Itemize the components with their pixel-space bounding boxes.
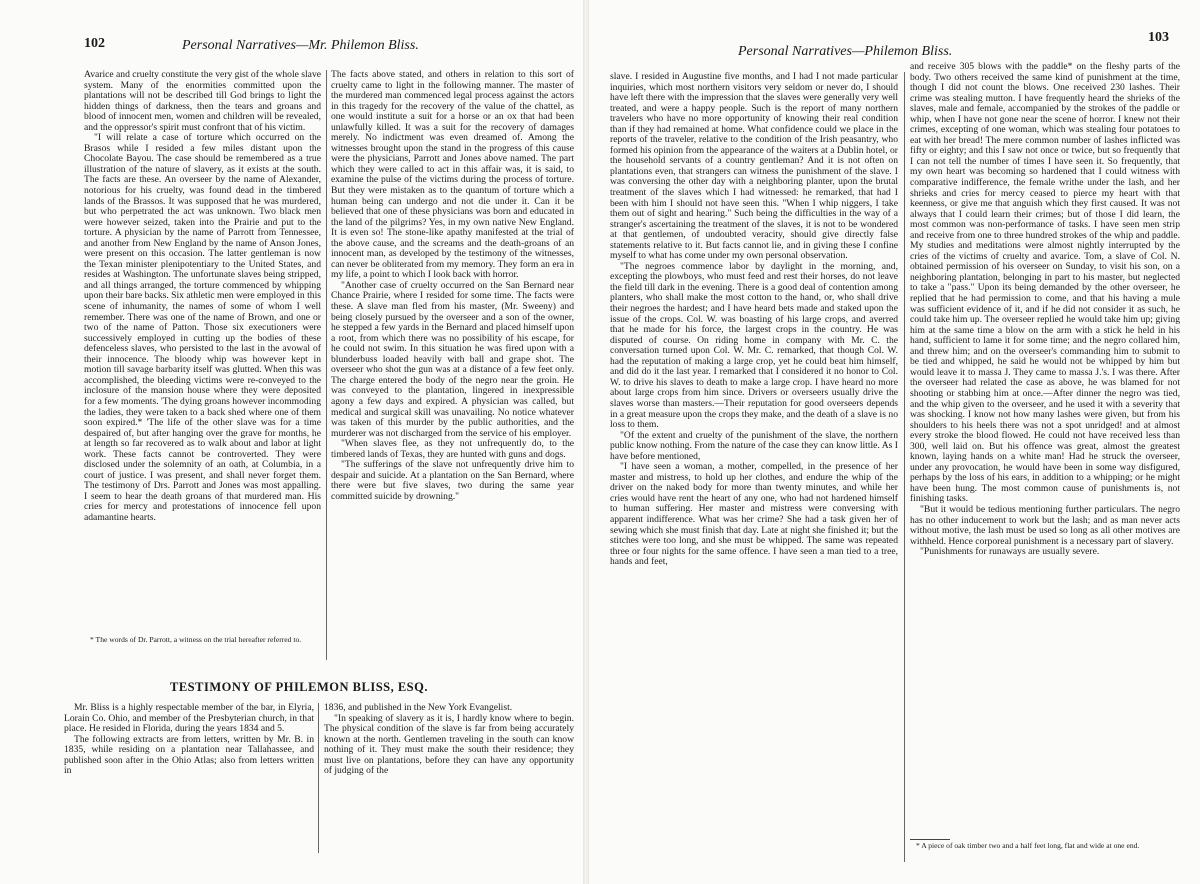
book-gutter [583,0,589,884]
right-column-1 [610,72,898,862]
right-page-number: 103 [1148,30,1169,45]
left-running-title: Personal Narratives—Mr. Philemon Bliss. [182,38,419,53]
left-bottom-column-2 [324,703,574,853]
right-page [590,0,1200,884]
left-page [0,0,582,884]
paragraph: The following extracts are from letters, written by Mr. B. in 1835, while residing on a plantation near Tallahassee, and published soon after in the Ohio Atlas; also from letters written in [64,733,314,777]
footnote-rule [910,839,950,840]
paragraph: "Another case of cruelty occurred on the San Bernard near Chance Prairie, where I resided for some time. The facts were these. A slave man fled from his master, (Mr. Sweeny) and being closely pursued by the overseer and a son of the owner, he stepped a few yards in the Bernard and placed himself upon a root, from which there was no possibility of his escape, for he could not swim. In this situation he was fired upon with a blunderbuss loaded heavily with ball and grape shot. The overseer who shot the gun was at a distance of a few feet only. The charge entered the body of the negro near the groin. He was conveyed to the plantation, lingered in inexpressible agony a few days and expired. A physician was called, but medical and surgical skill was unavailing. No notice whatever was taken of this murder by the public authorities, and the murderer was not discharged from the service of his employer. [331,279,574,439]
section-title: TESTIMONY OF PHILEMON BLISS, ESQ. [170,680,428,694]
right-column-2 [910,62,1180,837]
left-bottom-column-1 [64,703,314,853]
paragraph: "In speaking of slavery as it is, I hardly know where to begin. The physical condition of the slave is far from being accurately known at the north. Gentlemen traveling in the south can know nothing of it. They must make the south their residence; they must live on plantations, before they can have any opportunity of judging of the [324,712,574,777]
paragraph: "The sufferings of the slave not unfrequently drive him to despair and suicide. At a plantation on the San Bernard, where there were but five slaves, two during the same year committed suicide by drowning." [331,459,574,502]
column-rule [318,703,319,853]
paragraph: "The negroes commence labor by daylight in the morning, and, excepting the plowboys, who must feed and rest their horses, do not leave the field till dark in the evening. There is a good deal of contention among planters, who shall make the most cotton to the hand, or, who shall drive their negroes the hardest; and I have heard bets made and staked upon the issue of the crops. Col. W. was boasting of his large crops, and averred that he made for his force, the largest crops in the country. He was disputed of course. On riding home in company with Mr. C. the conversation turned upon Col. W. Mr. C. remarked, that though Col. W. had the reputation of making a large crop, yet he could beat him himself, and did do it the last year. I remarked that I considered it no honor to Col. W. to drive his slaves to death to make a large crop. I have heard no more about large crops from him since. Drivers or overseers usually drive the slaves worse than masters.—Their reputation for good overseers depends in a great measure upon the crops they make, and the death of a slave is no loss to them. [610,260,898,431]
paragraph: and receive 305 blows with the paddle* on the fleshy parts of the body. Two others received the same kind of punishment at the time, though I did not count the blows. One received 230 lashes. Their crime was stealing mutton. I have frequently heard the shrieks of the slaves, male and female, accompanied by the strokes of the paddle or whip, when I have not gone near the scene of horror. I knew not their crimes, excepting of one woman, which was stealing four potatoes to eat with her bread! The mere common number of lashes inflicted was fifty or eighty; and this I saw not once or twice, but so frequently that I can not tell the number of times I have seen it. So frequently, that my own heart was becoming so hardened that I could witness with comparative indifference, the female writhe under the lash, and her shrieks and cries for mercy ceased to pierce my heart with that keenness, or give me that anguish which they first caused. It was not always that I could learn their crimes; but of those I did learn, the most common was non-performance of tasks. I have seen men strip and receive from one to three hundred strokes of the whip and paddle. My studies and meditations were almost nightly interrupted by the cries of the victims of cruelty and avarice. Tom, a slave of Col. N. obtained permission of his overseer on Sunday, to visit his son, on a neighboring plantation, belonging in part to his master, but neglected to take a "pass." Upon its being demanded by the other overseer, he replied that he had permission to come, and that his having a mule was sufficient evidence of it, and if he did not consider it as such, he could take him up. The overseer replied he would take him up; giving him at the same time a blow on the arm with a stick he held in his hand, sufficient to lame it for some time; and the negro collared him, and threw him; and on the overseer's commanding him to submit to be tied and whipped, he said he would not be whipped by him but would leave it to massa J. They came to massa J.'s. I was there. After the overseer had related the case as above, he was blamed for not shooting or stabbing him at once.—After dinner the negro was tied, and the whip given to the overseer, and he used it with a severity that was shocking. I know not how many lashes were given, but from his shoulders to his heels there was not a spot unridged! and at almost every stroke the blood flowed. He could not have received less than 300, well laid on. But his offence was great, almost the greatest known, laying hands on a white man! Had he struck the overseer, under any provocation, he would have been in some way disfigured, perhaps by the loss of his ears, in addition to a whipping; or he might have been hung. The most common cause of punishments is, not finishing tasks. [910,62,1180,505]
paragraph: 1836, and published in the New York Evangelist. [324,703,513,713]
paragraph: "Punishments for runaways are usually severe. [920,546,1100,558]
paragraph: "I will relate a case of torture which occurred on the Brasos while I resided a few miles distant upon the Chocolate Bayou. The case should be remembered as a true illustration of the nature of slavery, as it exists at the south. The facts are these. An overseer by the name of Alexander, notorious for his cruelty, was found dead in the timbered lands of the Brassos. It was supposed that he was murdered, but who perpetrated the act was unknown. Two black men were however seized, taken into the Prairie and put to the torture. A physician by the name of Parrott from Tennessee, and another from New England by the name of Anson Jones, were present on this occasion. The latter gentleman is now the Texan minister plenipotentiary to the United States, and resides at Washington. The unfortunate slaves being stripped, and all things arranged, the torture commenced by whipping upon their bare backs. Six athletic men were employed in this scene of inhumanity, the names of some of whom I well remember. There was one of the name of Brown, and one or two of the name of Patton. Those six executioners were successively employed in cutting up the bodies of these defenceless slaves, who persisted to the last in the avowal of their innocence. The bloody whip was however kept in motion till savage barbarity itself was glutted. When this was accomplished, the bleeding victims were re-conveyed to the inclosure of the mansion house where they were deposited for a few moments. 'The dying groans however incommoding the ladies, they were taken to a back shed where one of them soon expired.* 'The life of the other slave was for a time despaired of, but after hanging over the grave for months, he at length so far recovered as to walk about and labor at light work. These facts cannot be controverted. They were disclosed under the solemnity of an oath, at Columbia, in a court of justice. I was present, and shall never forget them. The testimony of Drs. Parrott and Jones was most appalling. I seem to hear the death groans of that murdered man. His cries for mercy and protestations of innocence fell upon adamantine hearts. [84,132,321,523]
paragraph: slave. I resided in Augustine five months, and I had I not made particular inquiries, which most northern visitors very seldom or never do, I should have left there with the impression that the slaves were generally very well treated, and were a happy people. Such is the report of many northern travelers who have no more opportunity of knowing their real condition than if they had remained at home. What confidence could we place in the reports of the traveler, relative to the condition of the Irish peasantry, who formed his opinion from the appearance of the waiters at a Dublin hotel, or the household servants of a country gentleman? And it is not often on plantations even, that strangers can witness the punishment of the slave. I was conversing the other day with a neighboring planter, upon the brutal treatment of the slaves which I had witnessed: he remarked, that had I been with him I should not have seen this. "When I whip niggers, I take them out of sight and hearing." Such being the difficulties in the way of a stranger's ascertaining the treatment of the slaves, it is not to be wondered at that gentlemen, of undoubted veracity, should give directly false statements relative to it. But facts cannot lie, and in giving these I confine myself to what has come under my own personal observation. [610,72,898,262]
paragraph: Mr. Bliss is a highly respectable member of the bar, in Elyria, Lorain Co. Ohio, and member of the Presbyterian church, in that place. He resided in Florida, during the years 1834 and 5. [64,703,314,735]
paragraph: "When slaves flee, as they not unfrequently do, to the timbered lands of Texas, they are hunted with guns and dogs. [331,438,574,460]
left-page-number: 102 [84,36,105,51]
right-footnote-block [910,842,1180,866]
column-rule [326,70,327,660]
footnote: * A piece of oak timber two and a half feet long, flat and wide at one end. [916,842,1140,850]
footnote: * The words of Dr. Parrott, a witness on the trial hereafter referred to. [90,635,302,644]
column-rule [904,72,905,862]
left-footnote-block [84,632,321,662]
paragraph: "I have seen a woman, a mother, compelled, in the presence of her master and mistress, to hold up her clothes, and endure the whip of the driver on the naked body for more than twenty minutes, and while her cries would have rent the heart of any one, who had not hardened himself to human suffering. Her master and mistress were conversing with apparent indifference. What was her crime? She had a task given her of sewing which she must finish that day. Late at night she finished it; but the stitches were too long, and she must be whipped. The same was repeated three or four nights for the same offence. I have seen a man tied to a tree, hands and feet, [610,461,898,568]
left-column-1 [84,70,321,630]
paragraph: "Of the extent and cruelty of the punishment of the slave, the northern public know nothing. From the nature of the case they can know little. As I have before mentioned, [610,429,898,462]
paragraph: Avarice and cruelty constitute the very gist of the whole slave system. Many of the enormities committed upon the plantations will not be described till God brings to light the hidden things of darkness, then the tears and groans and blood of innocent men, women and children will be revealed, and the oppressor's spirit must confront that of his victim. [84,70,321,133]
paragraph: The facts above stated, and others in relation to this sort of cruelty came to light in the following manner. The master of the murdered man commenced legal process against the actors in this tragedy for the recovery of the value of the chattel, as one would institute a suit for a horse or an ox that had been unlawfully killed. It was a suit for the recovery of damages merely. No indictment was even dreamed of. Among the witnesses brought upon the stand in the progress of this cause were the physicians, Parrott and Jones above named. The part which they were called to act in this affair was, it is said, to examine the pulse of the victims during the process of torture. But they were mistaken as to the quantum of torture which a human being can undergo and not die under it. Can it be believed that one of these physicians was born and educated in the land of the pilgrims? Yes, in my own native New England. It is even so! The stone-like apathy manifested at the trial of the above cause, and the screams and the death-groans of an innocent man, as developed by the testimony of the witnesses, can never be obliterated from my memory. They form an era in my life, a point to which I look back with horror. [331,70,574,281]
paragraph: "But it would be tedious mentioning further particulars. The negro has no other inducement to work but the lash; and as man never acts without motive, the lash must be used so long as all other motives are withheld. Hence corporeal punishment is a necessary part of slavery. [910,503,1180,547]
right-running-title: Personal Narratives—Philemon Bliss. [738,44,953,59]
left-column-2 [331,70,574,670]
